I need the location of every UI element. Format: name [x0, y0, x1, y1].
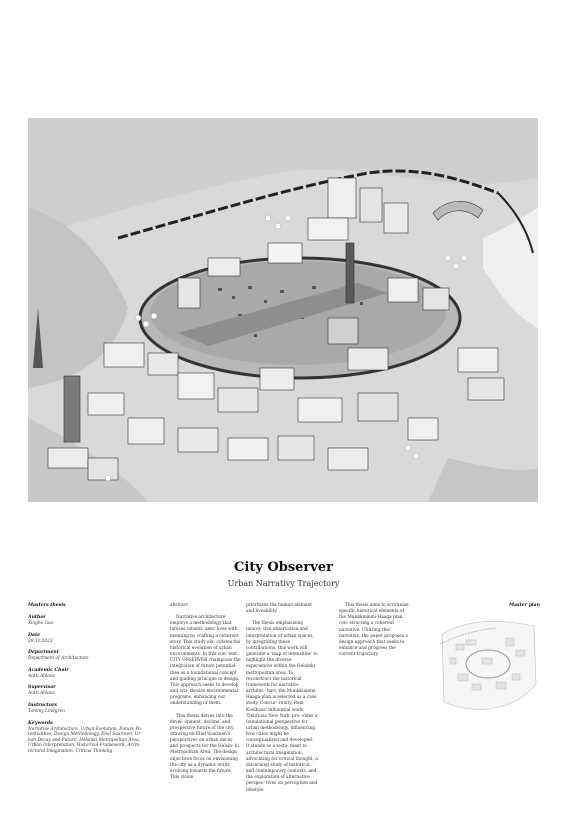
- abstract-column-1: [170, 603, 242, 787]
- page-title: City Observer: [234, 560, 333, 575]
- meta-value-author: Xinghe Guo: [28, 621, 54, 626]
- meta-value-supervisor: Antti Ahlava: [28, 691, 55, 697]
- meta-value-academic-chair: Antti Ahlava: [28, 673, 55, 679]
- page-subtitle: Urban Narrativy Trajectory: [227, 579, 340, 588]
- master-plan-label: Master plan: [509, 603, 540, 608]
- abstract-paragraph: This thesis aims to scrutinize specific historical elements of the Munkkiniemi-Haaga plan, con- structing a coherent narrative. Utilizing this narrative, the paper proposes a design approach that seeks to enhance and progress the current trajectory.: [339, 603, 409, 658]
- abstract-paragraph: The thesis emphasizing innova- tive observation and interpretation of urban spaces, by integrating these contributions, this work will generate a 'map of intensities' to highlight the diverse experiences within the Helsinki metropolitan area. To reconstruct the historical framework for narrative architec- ture, the Munkkiniemi-Haaga plan is selected as a case study. Concur- rently, Rem Koolhaas' influential work, 'Delirious New York' pro- vides a foundational perspective for urban methodology, influencing how cities might be conceptualized and developed. It stands as a testa- ment to architectural imagination, advocating for critical thought, a discerning study of historical and contemporary contexts, and the exploration of alternative perspec- tives on perception and lifestyle.: [246, 621, 318, 793]
- abstract-paragraph: prioritizes the human element and liveability.: [246, 603, 312, 615]
- meta-label-author: Author: [28, 615, 46, 620]
- abstract-column-3: [339, 603, 411, 664]
- abstract-paragraph: Narrative architecture employs a methodology that infuses inhabit- ants' lives with meaning by crafting a coherent story. This study elu- cidates the historical evolution of urban environments. In this con- text, CITY OBSERVER champions the integration of future potential- ities as a foundational concept and guiding principle in design. This approach seeks to develop and syn- thesize environmental programs, enhancing our understanding of them.: [170, 615, 241, 707]
- thesis-metadata: [28, 603, 146, 755]
- meta-value-date: 29.11.2023: [28, 638, 53, 644]
- meta-label-instructors: Instructors: [28, 702, 57, 708]
- meta-label-date: Date: [28, 632, 41, 638]
- meta-label-academic-chair: Academic Chair: [28, 667, 69, 673]
- meta-label-supervisor: Supervisor: [28, 685, 56, 691]
- meta-label-keywords: Keywords: [28, 720, 53, 726]
- axonometric-city-illustration: [28, 118, 538, 502]
- meta-value-instructors: Tommy Lindgren: [28, 708, 65, 714]
- abstract-paragraph: This thesis delves into the devel- opment, decline, and prospective future of the city, drawing on Eliel Saarinen's perspectives on urban decay and prospects for the Helsin- ki Metropolitan Area. The design objectives focus on envisioning the city as a dynamic entity evolving towards the future. This vision: [170, 713, 239, 781]
- abstract-heading: abstract: [170, 603, 188, 608]
- meta-label-department: Department: [28, 650, 59, 656]
- master-plan-drawing: [436, 614, 540, 718]
- meta-label-masters-thesis: Masters thesis: [28, 603, 66, 608]
- master-plan-svg: [436, 614, 540, 718]
- meta-value-department: Department of Architecture: [28, 656, 89, 662]
- abstract-column-2: [246, 603, 318, 800]
- meta-value-keywords: Narrative Architecture, Urban Evolution, Future Po- tentialities, Design Methodology, Eliel Saarinen, Ur- ban Decay and Future, Helsinki Metropolitan Area, Urban Interpretation, Historical Framework, Archi- tectural Imagination, Critical Thinking: [28, 726, 143, 754]
- city-drawing: [28, 118, 538, 502]
